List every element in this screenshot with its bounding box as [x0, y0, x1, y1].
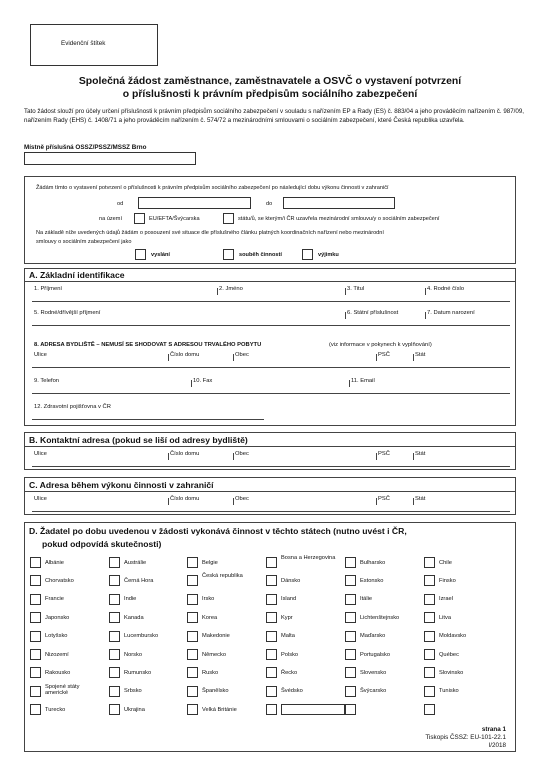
- concurrent-checkbox[interactable]: [223, 249, 234, 260]
- country-label: Makedonie: [202, 633, 230, 640]
- posting-label: vyslání: [151, 252, 170, 258]
- office-input[interactable]: [24, 152, 196, 165]
- country-label: Slovensko: [360, 669, 387, 676]
- from-label: od: [117, 201, 124, 207]
- country-label: Slovinsko: [439, 669, 464, 676]
- intro-paragraph: Tato žádost slouží pro účely určení příslušnosti k právním předpisům sociálního zabezpečení v souladu s nařízením EP a Rady (ES) č. 883/04 a jeho prováděcím nařízením č. 987/09, nařízením Rady (EHS) č. 1408/71 a jeho prováděcím nařízením č. 574/72 a mezinárodními smlouvami o sociálním zabezpečení, které Česká republika uzavřela.: [24, 108, 524, 124]
- country-checkbox[interactable]: [30, 704, 41, 715]
- email-label: 11. Email: [351, 378, 375, 384]
- concurrent-label: souběh činností: [239, 252, 282, 258]
- b-street-label: Ulice: [34, 451, 47, 457]
- field-divider: [425, 312, 426, 319]
- country-label: Estonsko: [360, 577, 384, 584]
- country-checkbox[interactable]: [109, 649, 120, 660]
- country-checkbox[interactable]: [109, 686, 120, 697]
- country-label: Belgie: [202, 559, 218, 566]
- country-checkbox[interactable]: [109, 575, 120, 586]
- country-checkbox[interactable]: [424, 649, 435, 660]
- address-note: (viz informace v pokynech k vyplňování): [329, 342, 432, 348]
- country-label: Turecko: [45, 706, 66, 713]
- phone-label: 9. Telefon: [34, 378, 60, 384]
- country-checkbox[interactable]: [187, 575, 198, 586]
- address-heading: 8. ADRESA BYDLIŠTĚ – NEMUSÍ SE SHODOVAT S ADRESOU TRVALÉHO POBYTU: [34, 342, 262, 348]
- title-label: 3. Titul: [347, 286, 365, 292]
- country-checkbox[interactable]: [345, 612, 356, 623]
- form-title-line1: Společná žádost zaměstnance, zaměstnavatele a OSVČ o vystavení potvrzení: [78, 76, 462, 87]
- country-checkbox[interactable]: [109, 631, 120, 642]
- fax-label: 10. Fax: [193, 378, 213, 384]
- field-divider: [233, 498, 234, 505]
- country-label: Lucembursko: [124, 633, 159, 640]
- country-label: Austrálie: [124, 559, 147, 566]
- country-label: Itálie: [360, 596, 373, 603]
- insurance-label: 12. Zdravotní pojišťovna v ČR: [34, 404, 111, 410]
- country-label: Irsko: [202, 596, 215, 603]
- country-label: Island: [281, 596, 297, 603]
- phone-input[interactable]: [32, 385, 510, 394]
- country-checkbox[interactable]: [109, 704, 120, 715]
- country-label: Česká republika: [202, 573, 243, 580]
- country-label: Bulharsko: [360, 559, 386, 566]
- treaty-checkbox[interactable]: [223, 213, 234, 224]
- country-label: Rusko: [202, 669, 219, 676]
- country-checkbox[interactable]: [109, 667, 120, 678]
- country-checkbox[interactable]: [187, 686, 198, 697]
- country-checkbox[interactable]: [424, 557, 435, 568]
- country-label: Québec: [439, 651, 459, 658]
- country-checkbox[interactable]: [345, 594, 356, 605]
- footer-page: strana 1: [481, 726, 506, 733]
- country-checkbox[interactable]: [345, 649, 356, 660]
- section-c-divider: [24, 491, 516, 492]
- country-label: Černá Hora: [124, 577, 154, 584]
- eu-efta-checkbox[interactable]: [134, 213, 145, 224]
- country-label: Chorvatsko: [45, 577, 74, 584]
- country-checkbox[interactable]: [187, 704, 198, 715]
- country-label: Rakousko: [45, 669, 71, 676]
- b-zip-label: PSČ: [378, 451, 390, 457]
- country-checkbox[interactable]: [266, 631, 277, 642]
- office-label: Místně příslušná OSSZ/PSSZ/MSSZ Brno: [24, 144, 147, 151]
- country-label: Japonsko: [45, 614, 70, 621]
- c-town-label: Obec: [235, 496, 249, 502]
- country-label: Rumunsko: [124, 669, 152, 676]
- country-checkbox[interactable]: [424, 667, 435, 678]
- country-checkbox[interactable]: [424, 575, 435, 586]
- c-house-number-label: Číslo domu: [170, 496, 200, 502]
- former-surname-label: 5. Rodné/dřívější příjmení: [34, 310, 101, 316]
- country-checkbox[interactable]: [187, 557, 198, 568]
- country-label: Maďarsko: [360, 633, 386, 640]
- c-zip-label: PSČ: [378, 496, 390, 502]
- field-divider: [413, 453, 414, 460]
- b-country-label: Stát: [415, 451, 426, 457]
- exception-label: výjimku: [318, 252, 339, 258]
- country-checkbox[interactable]: [30, 594, 41, 605]
- field-divider: [376, 354, 377, 361]
- zip-label: PSČ: [378, 352, 390, 358]
- country-checkbox[interactable]: [187, 667, 198, 678]
- country-label: Finsko: [439, 577, 456, 584]
- field-divider: [413, 498, 414, 505]
- section-a-heading: A. Základní identifikace: [29, 270, 125, 280]
- country-checkbox[interactable]: [266, 594, 277, 605]
- country-checkbox[interactable]: [187, 612, 198, 623]
- field-divider: [413, 354, 414, 361]
- country-checkbox[interactable]: [30, 557, 41, 568]
- field-divider: [425, 288, 426, 295]
- nationality-label: 6. Státní příslušnost: [347, 310, 399, 316]
- country-label: Litva: [439, 614, 452, 621]
- country-label: Dánsko: [281, 577, 301, 584]
- country-label: Polsko: [281, 651, 299, 658]
- country-checkbox[interactable]: [424, 612, 435, 623]
- field-divider: [191, 380, 192, 387]
- country-checkbox[interactable]: [345, 704, 356, 715]
- country-checkbox[interactable]: [30, 667, 41, 678]
- country-checkbox[interactable]: [30, 686, 41, 697]
- c-country-label: Stát: [415, 496, 426, 502]
- country-checkbox[interactable]: [109, 557, 120, 568]
- country-checkbox[interactable]: [424, 631, 435, 642]
- country-label: Spojené státy americké: [45, 683, 80, 697]
- street-label: Ulice: [34, 352, 47, 358]
- country-checkbox[interactable]: [30, 649, 41, 660]
- country-checkbox[interactable]: [424, 704, 435, 715]
- section-b-divider: [24, 446, 516, 447]
- field-divider: [376, 498, 377, 505]
- country-checkbox[interactable]: [266, 649, 277, 660]
- field-divider: [233, 354, 234, 361]
- country-checkbox[interactable]: [30, 612, 41, 623]
- country-label: Chile: [439, 559, 452, 566]
- country-checkbox[interactable]: [424, 594, 435, 605]
- country-checkbox[interactable]: [30, 631, 41, 642]
- country-label: Španělsko: [202, 688, 229, 695]
- field-divider: [168, 453, 169, 460]
- country-label: Izrael: [439, 596, 453, 603]
- country-label: Albánie: [45, 559, 64, 566]
- country-checkbox[interactable]: [345, 686, 356, 697]
- footer-version: I/2018: [488, 742, 506, 749]
- field-divider: [345, 312, 346, 319]
- country-label: Indie: [124, 596, 137, 603]
- birth-number-label: 4. Rodné číslo: [427, 286, 465, 292]
- surname-input[interactable]: [32, 293, 510, 302]
- request-text: Žádám tímto o vystavení potvrzení o příslušnosti k právním předpisům sociálního zabezpečení po následující dobu výkonu činnosti v zahraničí: [36, 185, 389, 191]
- b-town-label: Obec: [235, 451, 249, 457]
- house-number-label: Číslo domu: [170, 352, 200, 358]
- field-divider: [376, 453, 377, 460]
- section-d-heading-line1: D. Žadatel po dobu uvedenou v žádosti vykonává činnost v těchto státech (nutno uvést i ČR,: [29, 526, 407, 536]
- former-surname-input[interactable]: [32, 317, 510, 326]
- eu-efta-label: EU/EFTA/Švýcarska: [149, 216, 200, 222]
- country-label: Korea: [202, 614, 218, 621]
- country-checkbox[interactable]: [266, 667, 277, 678]
- country-label: Francie: [45, 596, 64, 603]
- country-label: Nizozemí: [45, 651, 69, 658]
- surname-label: 1. Příjmení: [34, 286, 63, 292]
- treaty-label: státu/ů, se kterým/i ČR uzavřela mezinárodní smlouvu/y o sociálním zabezpečení: [238, 216, 440, 222]
- country-label: Kypr: [281, 614, 293, 621]
- field-divider: [349, 380, 350, 387]
- country-checkbox[interactable]: [187, 631, 198, 642]
- field-divider: [345, 288, 346, 295]
- country-checkbox[interactable]: [345, 631, 356, 642]
- country-label: Srbsko: [124, 688, 142, 695]
- footer-form-id: Tiskopis ČSSZ: EU-101-22.1: [425, 734, 506, 741]
- to-date-input[interactable]: [283, 197, 395, 209]
- country-checkbox[interactable]: [266, 612, 277, 623]
- town-label: Obec: [235, 352, 249, 358]
- country-label: Tunisko: [439, 688, 459, 695]
- field-divider: [217, 288, 218, 295]
- territory-label: na území: [99, 216, 123, 222]
- field-divider: [168, 498, 169, 505]
- country-label: Norsko: [124, 651, 143, 658]
- to-label: do: [266, 201, 273, 207]
- section-c-heading: C. Adresa během výkonu činnosti v zahraničí: [29, 480, 214, 490]
- country-label: Malta: [281, 633, 295, 640]
- country-label: Portugalsko: [360, 651, 391, 658]
- country-checkbox[interactable]: [424, 686, 435, 697]
- country-checkbox[interactable]: [109, 612, 120, 623]
- country-label: Lotyšsko: [45, 633, 68, 640]
- country-label: Moldavsko: [439, 633, 467, 640]
- country-label: Velká Británie: [202, 706, 237, 713]
- country-checkbox[interactable]: [266, 704, 277, 715]
- insurance-input[interactable]: [32, 411, 264, 420]
- b-house-number-label: Číslo domu: [170, 451, 200, 457]
- country-checkbox[interactable]: [266, 557, 277, 568]
- registration-label-box: [30, 24, 158, 66]
- country-label: Kanada: [124, 614, 144, 621]
- exception-checkbox[interactable]: [302, 249, 313, 260]
- country-label: Lichtenštejnsko: [360, 614, 400, 621]
- c-street-label: Ulice: [34, 496, 47, 502]
- country-checkbox[interactable]: [30, 575, 41, 586]
- address-input[interactable]: [32, 359, 510, 368]
- country-label: Ukrajina: [124, 706, 145, 713]
- basis-text-line1: Na základě níže uvedených údajů žádám o posouzení své situace dle příslušného článku platných koordinačních nařízení nebo mezinárodní: [36, 230, 384, 236]
- section-d-heading-line2: pokud odpovídá skutečnosti): [42, 539, 162, 549]
- country-label: Německo: [202, 651, 227, 658]
- country-checkbox[interactable]: [345, 575, 356, 586]
- b-address-input[interactable]: [32, 458, 510, 467]
- field-divider: [168, 354, 169, 361]
- other-country-input[interactable]: [281, 704, 345, 715]
- birth-date-label: 7. Datum narození: [427, 310, 475, 316]
- country-label: Bosna a Herzegovina: [281, 555, 336, 561]
- form-title-line2: o příslušnosti k právním předpisům sociálního zabezpečení: [122, 89, 418, 100]
- country-checkbox[interactable]: [266, 686, 277, 697]
- country-label: Švýcarsko: [360, 688, 387, 695]
- first-name-label: 2. Jméno: [219, 286, 243, 292]
- country-checkbox[interactable]: [187, 649, 198, 660]
- c-address-input[interactable]: [32, 503, 510, 512]
- country-label: Řecko: [281, 669, 298, 676]
- country-checkbox[interactable]: [109, 594, 120, 605]
- section-a-divider: [24, 281, 516, 282]
- country-checkbox[interactable]: [187, 594, 198, 605]
- country-label: Švédsko: [281, 688, 303, 695]
- basis-text-line2: smlouvy o sociálním zabezpečení jako: [36, 239, 132, 245]
- registration-label-text: Evidenční štítek: [61, 40, 106, 47]
- from-date-input[interactable]: [138, 197, 251, 209]
- country-label: Stát: [415, 352, 426, 358]
- section-b-heading: B. Kontaktní adresa (pokud se liší od adresy bydliště): [29, 435, 248, 445]
- posting-checkbox[interactable]: [135, 249, 146, 260]
- country-checkbox[interactable]: [266, 575, 277, 586]
- country-checkbox[interactable]: [345, 667, 356, 678]
- country-checkbox[interactable]: [345, 557, 356, 568]
- field-divider: [233, 453, 234, 460]
